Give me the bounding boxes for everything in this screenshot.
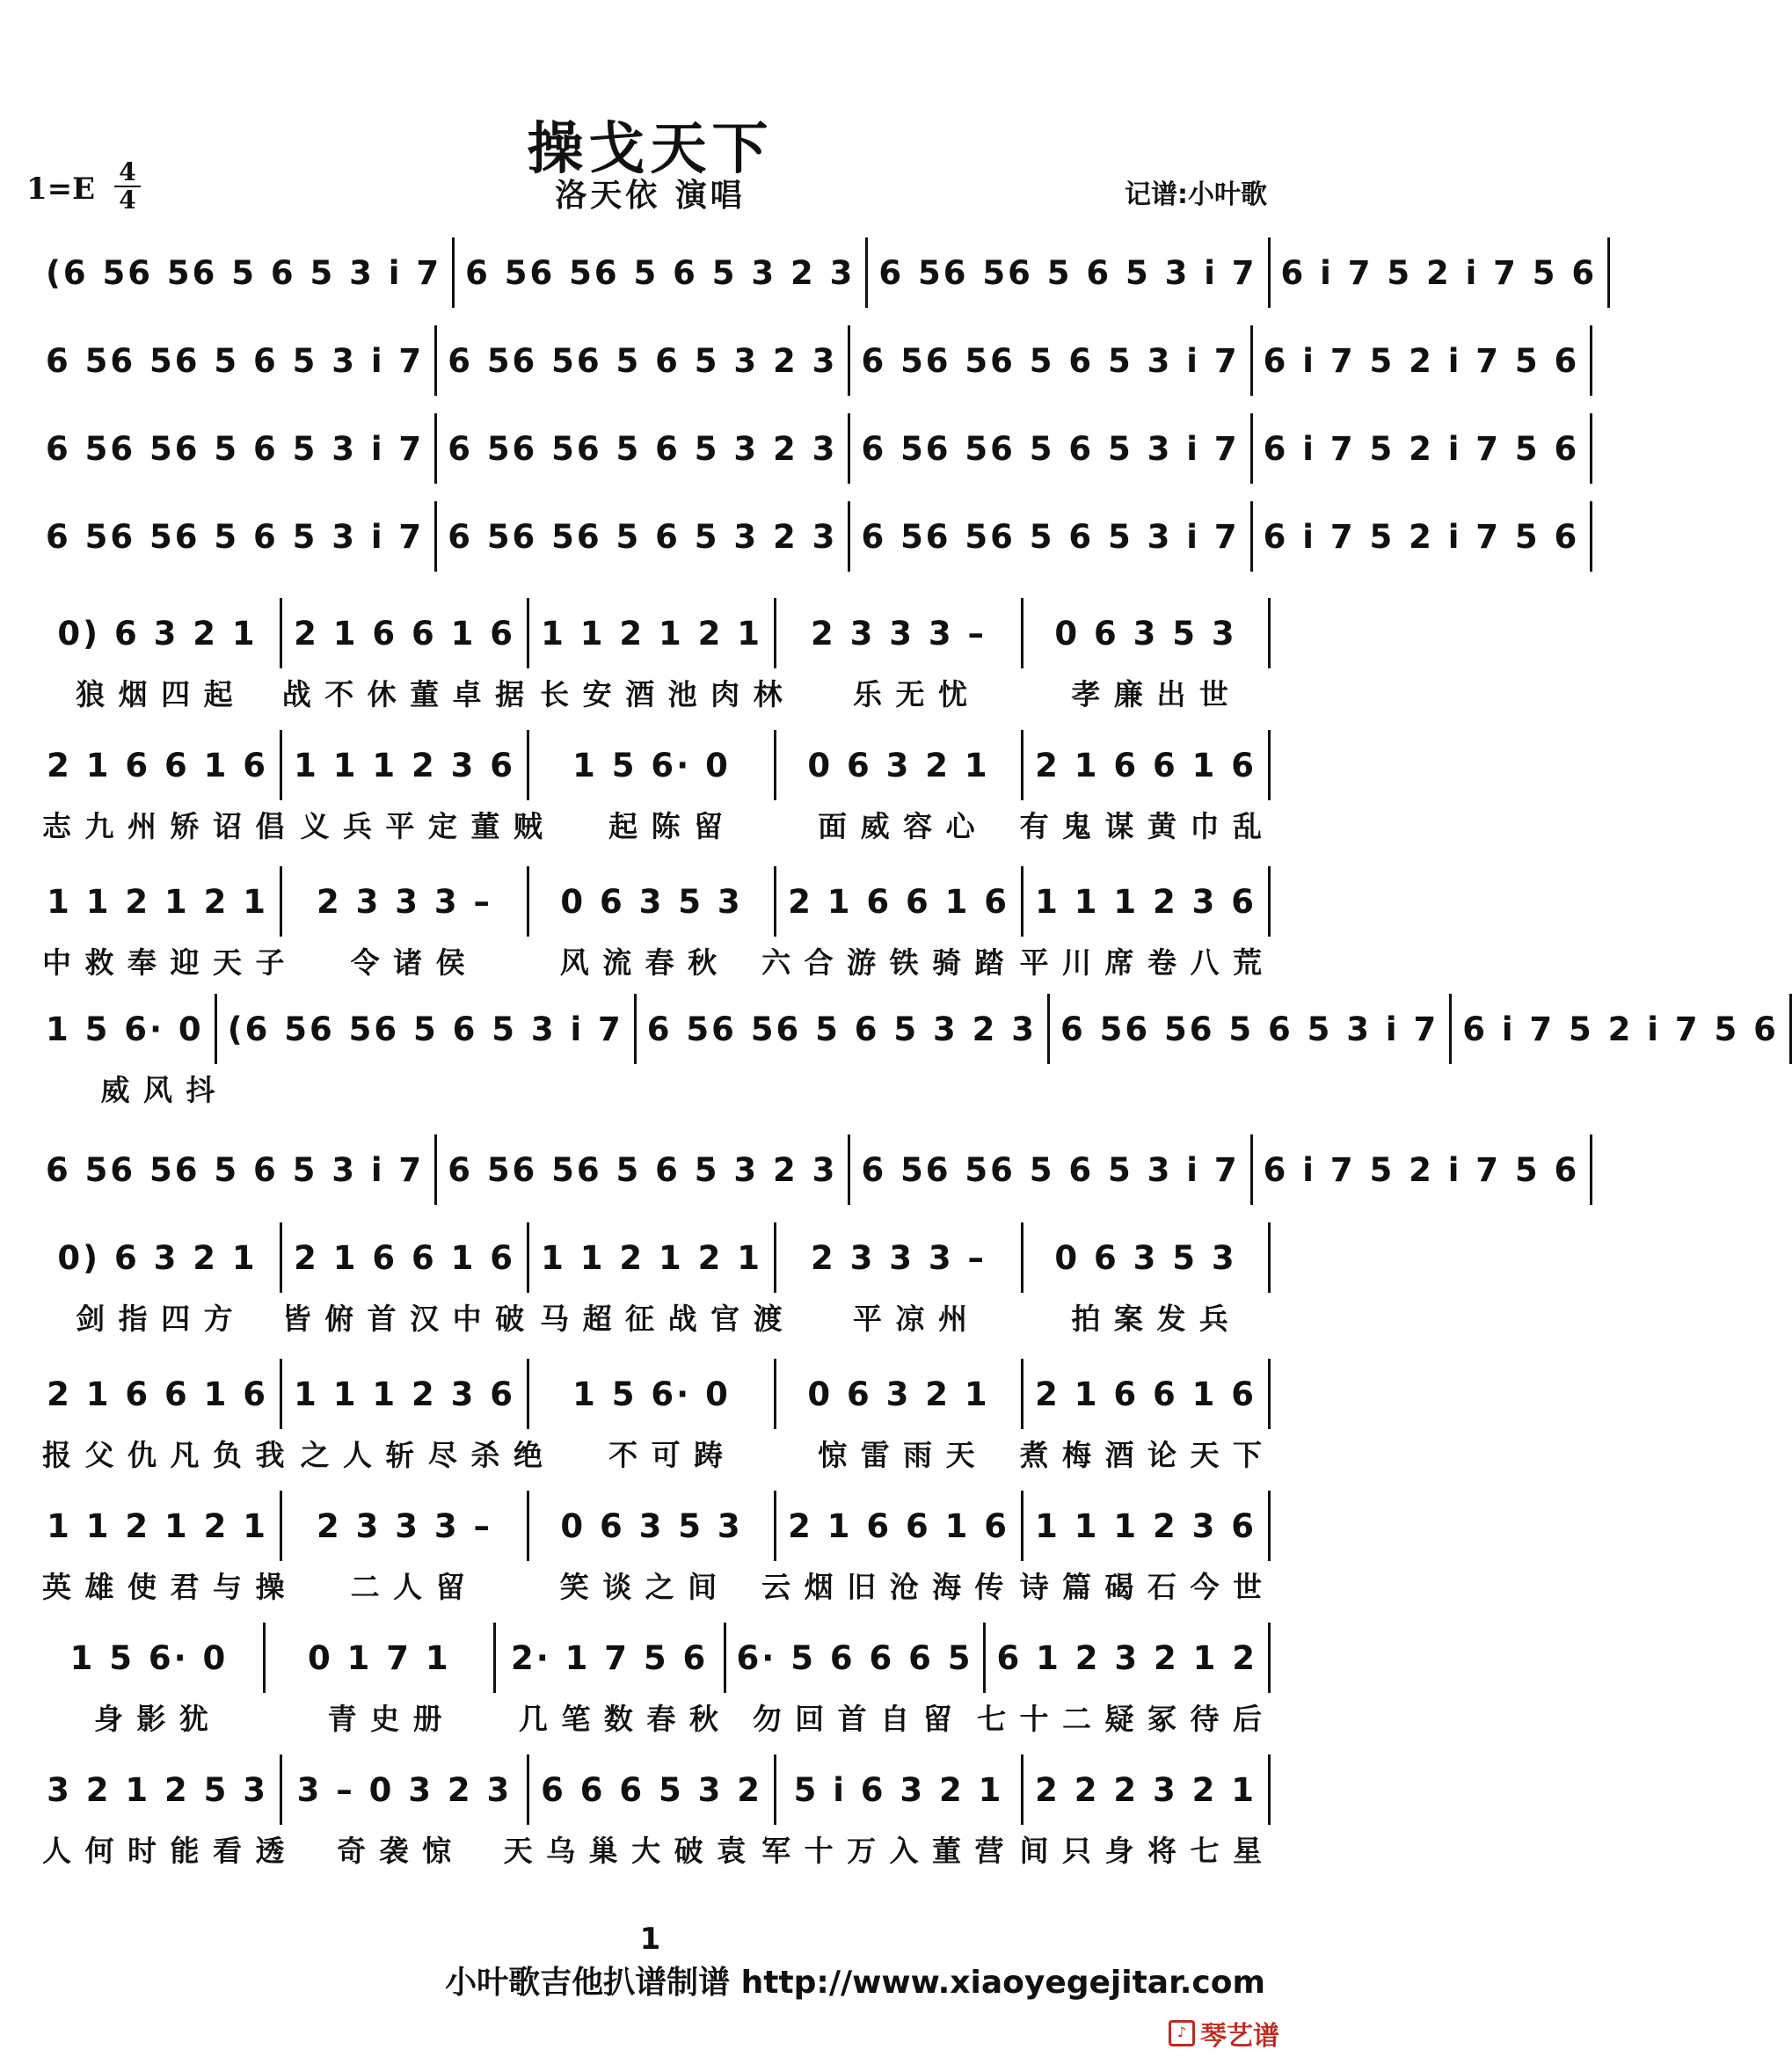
- measure-notes: 6 i 7 5 2 i 7 5 6: [1263, 429, 1580, 468]
- measure-notes: 2 2 2 3 2 1: [1035, 1770, 1257, 1809]
- measure: [1253, 1134, 1593, 1205]
- lyric-line: 马 超 征 战 官 渡: [540, 1301, 784, 1336]
- measure-notes: 2 1 6 6 1 6: [47, 1375, 268, 1413]
- lyrics-row: [35, 1295, 1271, 1339]
- measure: [437, 413, 850, 484]
- lyric-line: 奇 袭 惊: [337, 1833, 454, 1868]
- measure-notes: 1 5 6· 0: [46, 1010, 204, 1048]
- measure: [35, 413, 437, 484]
- lyric-line: 七 十 二 疑 冢 待 后: [977, 1701, 1264, 1736]
- measure: [850, 413, 1252, 484]
- lyric-line: 志 九 州 矫 诏 倡: [42, 808, 287, 843]
- site-logo: [1169, 2014, 1279, 2053]
- measure: [496, 1623, 726, 1693]
- measure-notes: 6 56 56 5 6 5 3 i 7: [46, 429, 425, 468]
- singer-credit: 洛天依 演唱: [555, 178, 746, 214]
- measure: [1253, 413, 1593, 484]
- measure: [776, 598, 1023, 668]
- lyrics-row: [35, 670, 1271, 714]
- measure-notes: 6 i 7 5 2 i 7 5 6: [1263, 517, 1580, 556]
- lyric-line: 义 兵 平 定 董 贼: [300, 808, 544, 843]
- lyric-line: 孝 廉 出 世: [1071, 676, 1230, 711]
- measure: [1023, 866, 1271, 937]
- notes-row: [35, 501, 1580, 572]
- notes-row: [35, 1222, 1271, 1293]
- measure: [776, 1754, 1023, 1825]
- measure-notes: 2 1 6 6 1 6: [1035, 746, 1257, 784]
- measure-notes: 6· 5 6 6 6 5: [736, 1638, 973, 1677]
- logo-text: 琴艺谱: [1200, 2021, 1279, 2052]
- lyric-line: 煮 梅 酒 论 天 下: [1019, 1437, 1264, 1472]
- notes-row: [35, 866, 1271, 937]
- measure-notes: 0 6 3 5 3: [1054, 1238, 1237, 1277]
- measure-notes: 6 56 56 5 6 5 3 i 7: [861, 517, 1240, 556]
- measure-notes: 6 56 56 5 6 5 3 i 7: [1060, 1010, 1439, 1048]
- measure-notes: 2 3 3 3 –: [316, 882, 492, 921]
- notes-row: [35, 413, 1580, 484]
- measure-notes: 1 5 6· 0: [572, 1375, 731, 1413]
- measure: [529, 1222, 776, 1293]
- measure-notes: 6 56 56 5 6 5 3 2 3: [646, 1010, 1038, 1048]
- measure-notes: 6 i 7 5 2 i 7 5 6: [1280, 253, 1598, 292]
- lyric-line: 令 诸 侯: [350, 945, 467, 980]
- measure: [1253, 325, 1593, 396]
- measure-notes: 2 1 6 6 1 6: [294, 1238, 515, 1277]
- lyric-line: 二 人 留: [350, 1569, 467, 1604]
- lyric-line: 云 烟 旧 沧 海 传: [761, 1569, 1006, 1604]
- measure: [776, 1491, 1023, 1561]
- notes-row: [35, 730, 1271, 800]
- lyric-line: 天 乌 巢 大 破 袁: [503, 1833, 748, 1868]
- notes-row: [35, 1623, 1271, 1693]
- lyrics-row: [35, 1563, 1271, 1607]
- lyric-line: 拍 案 发 兵: [1071, 1301, 1230, 1336]
- measure-notes: 2 1 6 6 1 6: [788, 882, 1009, 921]
- measure: [776, 730, 1023, 800]
- measure: [850, 1134, 1252, 1205]
- measure-notes: 1 1 2 1 2 1: [47, 1506, 268, 1545]
- lyric-line: 英 雄 使 君 与 操: [42, 1569, 287, 1604]
- measure-notes: 6 56 56 5 6 5 3 2 3: [448, 341, 838, 380]
- measure-notes: 2 3 3 3 –: [810, 614, 987, 653]
- measure: [35, 598, 282, 668]
- lyric-line: 笑 谈 之 间: [559, 1569, 719, 1604]
- measure: [1253, 501, 1593, 572]
- measure-notes: 6 i 7 5 2 i 7 5 6: [1462, 1010, 1779, 1048]
- measure: [282, 1222, 529, 1293]
- measure: [35, 237, 455, 308]
- measure-notes: 0 1 7 1: [307, 1638, 451, 1677]
- measure-notes: (6 56 56 5 6 5 3 i 7: [46, 253, 442, 292]
- measure-notes: 1 1 1 2 3 6: [294, 1375, 515, 1413]
- lyric-line: 勿 回 首 自 留: [752, 1701, 954, 1736]
- measure-notes: 6 56 56 5 6 5 3 i 7: [861, 1150, 1240, 1189]
- measure: [1023, 598, 1271, 668]
- measure-notes: 0) 6 3 2 1: [57, 1238, 258, 1277]
- measure: [282, 598, 529, 668]
- measure: [437, 325, 850, 396]
- footer-credit: 小叶歌吉他扒谱制谱 http://www.xiaoyegejitar.com: [445, 1965, 1265, 2001]
- measure-notes: 0 6 3 5 3: [560, 882, 743, 921]
- measure-notes: 6 56 56 5 6 5 3 2 3: [448, 517, 838, 556]
- transcriber-credit: 记谱:小叶歌: [1125, 179, 1267, 210]
- measure: [850, 501, 1252, 572]
- notes-row: [35, 1491, 1271, 1561]
- measure: [637, 994, 1050, 1064]
- measure: [35, 730, 282, 800]
- measure-notes: 6 i 7 5 2 i 7 5 6: [1263, 1150, 1580, 1189]
- measure: [437, 1134, 850, 1205]
- lyric-line: 报 父 仇 凡 负 我: [42, 1437, 287, 1472]
- time-denominator: 4: [119, 186, 136, 215]
- measure: [35, 1491, 282, 1561]
- measure-notes: 6 56 56 5 6 5 3 i 7: [861, 341, 1240, 380]
- measure: [850, 325, 1252, 396]
- key-signature: 1=E: [26, 171, 96, 207]
- page-title: 操戈天下: [527, 117, 774, 182]
- measure: [529, 866, 776, 937]
- lyrics-row: [35, 1066, 1271, 1110]
- measure: [529, 1754, 776, 1825]
- lyric-line: 六 合 游 铁 骑 踏: [761, 945, 1006, 980]
- notes-row: [35, 994, 1779, 1064]
- lyric-line: 起 陈 留: [608, 808, 725, 843]
- measure: [282, 866, 529, 937]
- notes-row: [35, 1134, 1580, 1205]
- lyric-line: 乐 无 忧: [852, 676, 969, 711]
- measure-notes: 0 6 3 5 3: [560, 1506, 743, 1545]
- measure-notes: 6 56 56 5 6 5 3 i 7: [878, 253, 1257, 292]
- lyric-line: 面 威 容 心: [818, 808, 977, 843]
- lyric-line: 剑 指 四 方: [76, 1301, 235, 1336]
- notes-row: [35, 1359, 1271, 1429]
- measure: [986, 1623, 1271, 1693]
- measure: [529, 1359, 776, 1429]
- measure-notes: 6 56 56 5 6 5 3 i 7: [46, 517, 425, 556]
- measure-notes: 6 i 7 5 2 i 7 5 6: [1263, 341, 1580, 380]
- measure-notes: 3 – 0 3 2 3: [296, 1770, 513, 1809]
- lyric-line: 不 可 踌: [608, 1437, 725, 1472]
- measure: [35, 1134, 437, 1205]
- measure: [35, 325, 437, 396]
- measure-notes: 2 3 3 3 –: [316, 1506, 492, 1545]
- measure: [282, 1491, 529, 1561]
- measure-notes: (6 56 56 5 6 5 3 i 7: [227, 1010, 623, 1048]
- measure: [35, 1359, 282, 1429]
- lyric-line: 之 人 斩 尽 杀 绝: [300, 1437, 544, 1472]
- lyric-line: 平 凉 州: [852, 1301, 969, 1336]
- measure: [35, 1623, 266, 1693]
- lyric-line: 诗 篇 碣 石 今 世: [1019, 1569, 1264, 1604]
- lyric-line: 人 何 时 能 看 透: [42, 1833, 287, 1868]
- measure: [266, 1623, 496, 1693]
- measure-notes: 0 6 3 2 1: [807, 1375, 990, 1413]
- measure-notes: 0) 6 3 2 1: [57, 614, 258, 653]
- lyric-line: 风 流 春 秋: [559, 945, 719, 980]
- lyric-line: 战 不 休 董 卓 据: [281, 676, 527, 711]
- measure: [35, 1222, 282, 1293]
- page-number: 1: [639, 1922, 661, 1957]
- lyric-line: 狼 烟 四 起: [76, 676, 235, 711]
- notes-row: [35, 1754, 1271, 1825]
- measure-notes: 1 1 2 1 2 1: [47, 882, 268, 921]
- measure-notes: 2 3 3 3 –: [810, 1238, 987, 1277]
- measure: [776, 1222, 1023, 1293]
- lyrics-row: [35, 1827, 1271, 1871]
- measure-notes: 6 56 56 5 6 5 3 2 3: [448, 1150, 838, 1189]
- measure-notes: 6 56 56 5 6 5 3 2 3: [465, 253, 856, 292]
- measure-notes: 2 1 6 6 1 6: [1035, 1375, 1257, 1413]
- measure-notes: 2 1 6 6 1 6: [788, 1506, 1009, 1545]
- measure: [35, 501, 437, 572]
- notes-row: [35, 237, 1598, 308]
- lyric-line: 平 川 席 卷 八 荒: [1019, 945, 1264, 980]
- measure: [1023, 1754, 1271, 1825]
- lyric-line: 有 鬼 谋 黄 巾 乱: [1019, 808, 1264, 843]
- measure-notes: 6 6 6 5 3 2: [541, 1770, 762, 1809]
- measure: [282, 1754, 529, 1825]
- measure-notes: 1 1 2 1 2 1: [541, 1238, 762, 1277]
- measure-notes: 0 6 3 5 3: [1054, 614, 1237, 653]
- measure: [776, 866, 1023, 937]
- measure-notes: 1 1 1 2 3 6: [294, 746, 515, 784]
- lyrics-row: [35, 802, 1271, 846]
- measure-notes: 1 5 6· 0: [572, 746, 731, 784]
- measure-notes: 6 56 56 5 6 5 3 i 7: [861, 429, 1240, 468]
- measure: [437, 501, 850, 572]
- measure: [35, 994, 217, 1064]
- notes-row: [35, 325, 1580, 396]
- measure-notes: 6 56 56 5 6 5 3 i 7: [46, 1150, 425, 1189]
- lyric-line: 长 安 酒 池 肉 林: [540, 676, 784, 711]
- measure-notes: 2 1 6 6 1 6: [294, 614, 515, 653]
- measure-notes: 5 i 6 3 2 1: [793, 1770, 1004, 1809]
- measure: [217, 994, 637, 1064]
- measure: [868, 237, 1270, 308]
- lyric-line: 中 救 奉 迎 天 子: [42, 945, 287, 980]
- measure-notes: 2· 1 7 5 6: [510, 1638, 709, 1677]
- measure-notes: 1 1 1 2 3 6: [1035, 1506, 1257, 1545]
- measure: [1271, 237, 1611, 308]
- measure-notes: 6 1 2 3 2 1 2: [996, 1638, 1257, 1677]
- measure: [1023, 1491, 1271, 1561]
- measure: [35, 1754, 282, 1825]
- measure: [529, 730, 776, 800]
- lyrics-row: [35, 938, 1271, 982]
- lyric-line: 威 风 抖: [100, 1072, 217, 1107]
- measure: [1023, 1359, 1271, 1429]
- time-numerator: 4: [119, 157, 136, 186]
- lyric-line: 几 笔 数 春 秋: [518, 1701, 720, 1736]
- lyrics-row: [35, 1431, 1271, 1475]
- lyric-line: 身 影 犹: [93, 1701, 210, 1736]
- measure-notes: 2 1 6 6 1 6: [47, 746, 268, 784]
- lyric-line: 惊 雷 雨 天: [818, 1437, 977, 1472]
- measure: [529, 598, 776, 668]
- measure: [1023, 730, 1271, 800]
- measure: [1050, 994, 1452, 1064]
- measure: [776, 1359, 1023, 1429]
- measure-notes: 3 2 1 2 5 3: [47, 1770, 268, 1809]
- notes-row: [35, 598, 1271, 668]
- measure: [1452, 994, 1792, 1064]
- measure-notes: 1 1 2 1 2 1: [541, 614, 762, 653]
- lyric-line: 青 史 册: [327, 1701, 444, 1736]
- measure: [529, 1491, 776, 1561]
- logo-mark-icon: ♪: [1169, 2020, 1195, 2046]
- lyric-line: 军 十 万 入 董 营: [761, 1833, 1006, 1868]
- measure: [282, 730, 529, 800]
- measure-notes: 6 56 56 5 6 5 3 2 3: [448, 429, 838, 468]
- measure: [282, 1359, 529, 1429]
- lyric-line: 皆 俯 首 汉 中 破: [281, 1301, 527, 1336]
- measure-notes: 6 56 56 5 6 5 3 i 7: [46, 341, 425, 380]
- measure: [1023, 1222, 1271, 1293]
- measure: [455, 237, 868, 308]
- measure-notes: 0 6 3 2 1: [807, 746, 990, 784]
- lyrics-row: [35, 1695, 1271, 1739]
- measure-notes: 1 5 6· 0: [69, 1638, 229, 1677]
- measure: [35, 866, 282, 937]
- measure-notes: 1 1 1 2 3 6: [1035, 882, 1257, 921]
- lyric-line: 间 只 身 将 七 星: [1019, 1833, 1264, 1868]
- measure: [726, 1623, 987, 1693]
